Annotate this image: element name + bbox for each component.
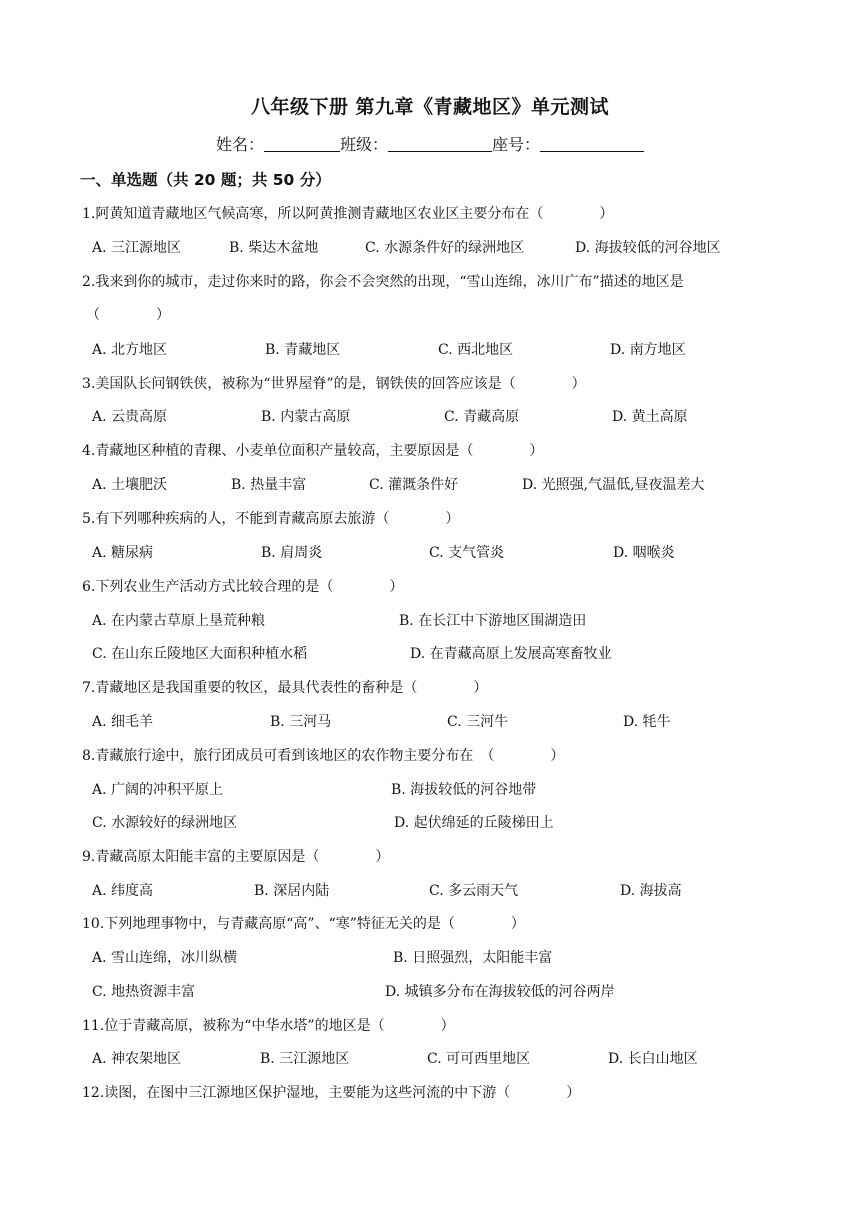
question-stem: 7.青藏地区是我国重要的牧区，最具代表性的畜种是（ ） — [82, 680, 488, 696]
option-c[interactable]: C. 水源较好的绿洲地区 — [92, 815, 238, 831]
student-info-line — [0, 132, 860, 155]
option-a[interactable]: A. 云贵高原 — [92, 409, 168, 425]
option-b[interactable]: B. 深居内陆 — [254, 883, 330, 899]
option-b[interactable]: B. 肩周炎 — [261, 545, 323, 561]
option-b[interactable]: B. 海拔较低的河谷地带 — [391, 782, 537, 798]
question-stem: 8.青藏旅行途中，旅行团成员可看到该地区的农作物主要分布在 （ ） — [82, 748, 565, 764]
question-stem-continuation: （ ） — [86, 307, 170, 323]
option-a[interactable]: A. 北方地区 — [92, 342, 168, 358]
option-b[interactable]: B. 青藏地区 — [265, 342, 341, 358]
question-stem: 10.下列地理事物中，与青藏高原“高”、“寒”特征无关的是（ ） — [82, 916, 525, 932]
option-b[interactable]: B. 柴达木盆地 — [229, 240, 319, 256]
option-a[interactable]: A. 在内蒙古草原上垦荒种粮 — [92, 613, 266, 629]
question-stem: 4.青藏地区种植的青稞、小麦单位面积产量较高，主要原因是（ ） — [82, 443, 544, 459]
option-d[interactable]: D. 光照强,气温低,昼夜温差大 — [522, 477, 705, 493]
option-c[interactable]: C. 可可西里地区 — [427, 1051, 531, 1067]
option-c[interactable]: C. 地热资源丰富 — [92, 984, 196, 1000]
question-stem: 5.有下列哪种疾病的人，不能到青藏高原去旅游（ ） — [82, 511, 460, 527]
option-b[interactable]: B. 三江源地区 — [260, 1051, 350, 1067]
question-stem: 6.下列农业生产活动方式比较合理的是（ ） — [82, 579, 404, 595]
option-d[interactable]: D. 黄土高原 — [612, 409, 688, 425]
option-b[interactable]: B. 热量丰富 — [231, 477, 307, 493]
question-stem: 9.青藏高原太阳能丰富的主要原因是（ ） — [82, 849, 390, 865]
question-stem: 2.我来到你的城市，走过你来时的路，你会不会突然的出现，“雪山连绵，冰川广布”描述的地区是 — [82, 274, 684, 290]
option-d[interactable]: D. 海拔高 — [620, 883, 682, 899]
page-title: 八年级下册 第九章《青藏地区》单元测试 — [250, 96, 610, 118]
option-d[interactable]: D. 海拔较低的河谷地区 — [575, 240, 721, 256]
option-a[interactable]: A. 雪山连绵，冰川纵横 — [92, 950, 238, 966]
class-blank[interactable] — [388, 135, 492, 152]
option-c[interactable]: C. 灌溉条件好 — [369, 477, 459, 493]
question-stem: 1.阿黄知道青藏地区气候高寒，所以阿黄推测青藏地区农业区主要分布在（ ） — [82, 206, 614, 222]
option-d[interactable]: D. 城镇多分布在海拔较低的河谷两岸 — [385, 984, 615, 1000]
option-d[interactable]: D. 在青藏高原上发展高寒畜牧业 — [410, 646, 612, 662]
question-stem: 12.读图，在图中三江源地区保护湿地，主要能为这些河流的中下游（ ） — [82, 1085, 581, 1101]
section-heading: 一、单选题（共 20 题；共 50 分） — [80, 171, 331, 189]
option-c[interactable]: C. 支气管炎 — [429, 545, 505, 561]
option-c[interactable]: C. 三河牛 — [447, 714, 509, 730]
option-a[interactable]: A. 土壤肥沃 — [92, 477, 168, 493]
option-b[interactable]: B. 内蒙古高原 — [261, 409, 351, 425]
option-d[interactable]: D. 牦牛 — [623, 714, 671, 730]
option-d[interactable]: D. 南方地区 — [610, 342, 686, 358]
question-stem: 3.美国队长问钢铁侠，被称为“世界屋脊”的是，钢铁侠的回答应该是（ ） — [82, 376, 586, 392]
seat-label: 座号： — [492, 135, 541, 154]
option-a[interactable]: A. 纬度高 — [92, 883, 154, 899]
name-label: 姓名： — [215, 135, 264, 154]
option-a[interactable]: A. 神农架地区 — [92, 1051, 182, 1067]
option-d[interactable]: D. 长白山地区 — [608, 1051, 698, 1067]
class-label: 班级： — [339, 135, 388, 154]
option-c[interactable]: C. 水源条件好的绿洲地区 — [365, 240, 525, 256]
option-c[interactable]: C. 西北地区 — [438, 342, 514, 358]
option-c[interactable]: C. 多云雨天气 — [429, 883, 519, 899]
name-blank[interactable] — [264, 135, 340, 152]
option-d[interactable]: D. 起伏绵延的丘陵梯田上 — [394, 815, 554, 831]
option-b[interactable]: B. 在长江中下游地区围湖造田 — [399, 613, 587, 629]
option-a[interactable]: A. 细毛羊 — [92, 714, 154, 730]
option-c[interactable]: C. 在山东丘陵地区大面积种植水稻 — [92, 646, 308, 662]
option-b[interactable]: B. 日照强烈，太阳能丰富 — [393, 950, 553, 966]
option-a[interactable]: A. 三江源地区 — [92, 240, 182, 256]
question-stem: 11.位于青藏高原，被称为“中华水塔”的地区是（ ） — [82, 1018, 455, 1034]
option-c[interactable]: C. 青藏高原 — [444, 409, 520, 425]
option-a[interactable]: A. 糖尿病 — [92, 545, 154, 561]
seat-blank[interactable] — [540, 135, 644, 152]
option-a[interactable]: A. 广阔的冲积平原上 — [92, 782, 224, 798]
option-d[interactable]: D. 咽喉炎 — [613, 545, 675, 561]
option-b[interactable]: B. 三河马 — [270, 714, 332, 730]
